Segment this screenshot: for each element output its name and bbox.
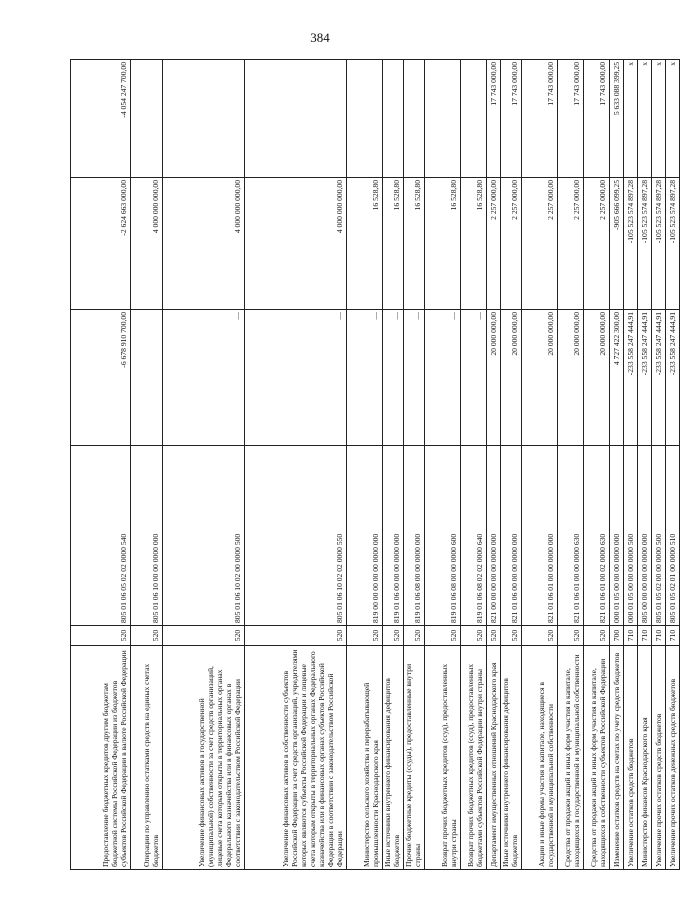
row-executed-cell: 16 528,80 bbox=[460, 178, 486, 310]
row-code-cell: 520 bbox=[521, 626, 557, 646]
row-code-cell: 700 bbox=[609, 626, 623, 646]
row-approved-cell: 20 000 000,00 bbox=[500, 310, 521, 446]
row-executed-cell: 4 000 000 000,00 bbox=[163, 178, 245, 310]
row-name-cell: Операции по управлению остатками средств на единых счетах бюджетов bbox=[131, 646, 163, 870]
row-unexecuted-cell: 17 743 000,00 bbox=[583, 60, 609, 178]
row-kbk-cell: 819 01 06 08 00 00 0000 000 bbox=[403, 446, 424, 626]
row-name-cell: Министерство сельского хозяйства и перерабатывающей промышленности Краснодарского края bbox=[347, 646, 383, 870]
row-kbk-cell: 805 01 06 05 02 02 0000 540 bbox=[71, 446, 131, 626]
row-code-cell: 710 bbox=[651, 626, 665, 646]
row-kbk-cell: 805 01 06 10 02 00 0000 500 bbox=[163, 446, 245, 626]
row-unexecuted-cell: -4 054 247 700,00 bbox=[71, 60, 131, 178]
row-unexecuted-cell: 5 633 088 399,25 bbox=[609, 60, 623, 178]
row-code-cell: 520 bbox=[131, 626, 163, 646]
row-name-cell: Средства от продажи акций и иных форм участия в капитале, находящихся в собственности субъектов Российской Федерации bbox=[583, 646, 609, 870]
row-approved-cell: -233 558 247 444,91 bbox=[637, 310, 651, 446]
row-approved-cell: — bbox=[347, 310, 383, 446]
row-executed-cell: 2 257 000,00 bbox=[583, 178, 609, 310]
budget-sources-table bbox=[70, 59, 680, 870]
row-executed-cell: 2 257 000,00 bbox=[500, 178, 521, 310]
row-approved-cell: — bbox=[424, 310, 460, 446]
rotated-table-container bbox=[70, 60, 677, 870]
row-approved-cell: — bbox=[383, 310, 404, 446]
row-code-cell: 520 bbox=[557, 626, 583, 646]
table-row bbox=[424, 60, 460, 870]
row-approved-cell: 20 000 000,00 bbox=[486, 310, 500, 446]
row-kbk-cell: 821 01 06 01 00 02 0000 630 bbox=[583, 446, 609, 626]
table-row bbox=[665, 60, 679, 870]
row-code-cell: 520 bbox=[403, 626, 424, 646]
table-row bbox=[71, 60, 131, 870]
row-code-cell: 520 bbox=[500, 626, 521, 646]
row-unexecuted-cell bbox=[403, 60, 424, 178]
row-unexecuted-cell: 17 743 000,00 bbox=[486, 60, 500, 178]
row-executed-cell: 16 528,80 bbox=[347, 178, 383, 310]
row-executed-cell: -905 666 099,25 bbox=[609, 178, 623, 310]
row-name-cell: Увеличение остатков средств бюджетов bbox=[623, 646, 637, 870]
row-unexecuted-cell bbox=[460, 60, 486, 178]
table-row bbox=[131, 60, 163, 870]
page-number: 384 bbox=[310, 30, 330, 45]
row-unexecuted-cell: x bbox=[623, 60, 637, 178]
row-code-cell: 520 bbox=[460, 626, 486, 646]
table-row bbox=[163, 60, 245, 870]
row-name-cell: Акции и иные формы участия в капитале, находящиеся в государственной и муниципальной собственности bbox=[521, 646, 557, 870]
table-row bbox=[460, 60, 486, 870]
row-executed-cell: 2 257 000,00 bbox=[521, 178, 557, 310]
row-unexecuted-cell: 17 743 000,00 bbox=[557, 60, 583, 178]
row-name-cell: Министерство финансов Краснодарского края bbox=[637, 646, 651, 870]
table-row bbox=[651, 60, 665, 870]
row-unexecuted-cell: x bbox=[637, 60, 651, 178]
row-approved-cell: 20 000 000,00 bbox=[557, 310, 583, 446]
table-row bbox=[403, 60, 424, 870]
row-name-cell: Прочие бюджетные кредиты (ссуды), предоставленные внутри страны bbox=[403, 646, 424, 870]
row-executed-cell: -2 624 663 000,00 bbox=[71, 178, 131, 310]
row-approved-cell: — bbox=[403, 310, 424, 446]
row-approved-cell: 20 000 000,00 bbox=[521, 310, 557, 446]
table-row bbox=[486, 60, 500, 870]
row-kbk-cell: 000 01 05 00 00 00 0000 500 bbox=[623, 446, 637, 626]
row-approved-cell: — bbox=[163, 310, 245, 446]
row-kbk-cell: 819 01 06 08 00 00 0000 600 bbox=[424, 446, 460, 626]
row-unexecuted-cell bbox=[347, 60, 383, 178]
row-name-cell: Департамент имущественных отношений Краснодарского края bbox=[486, 646, 500, 870]
row-code-cell: 520 bbox=[583, 626, 609, 646]
row-unexecuted-cell bbox=[383, 60, 404, 178]
table-row bbox=[609, 60, 623, 870]
row-executed-cell: 16 528,80 bbox=[424, 178, 460, 310]
row-code-cell: 710 bbox=[665, 626, 679, 646]
row-unexecuted-cell bbox=[163, 60, 245, 178]
row-name-cell: Предоставление бюджетных кредитов другим бюджетам бюджетной системы Российской Федерации из бюджетов субъектов Российской Федерации в валюте Российской Федерации bbox=[71, 646, 131, 870]
row-unexecuted-cell: 17 743 000,00 bbox=[500, 60, 521, 178]
row-kbk-cell: 805 00 00 00 00 00 0000 000 bbox=[637, 446, 651, 626]
table-row bbox=[245, 60, 347, 870]
row-approved-cell: 4 727 422 300,00 bbox=[609, 310, 623, 446]
row-code-cell: 710 bbox=[623, 626, 637, 646]
row-approved-cell: 20 000 000,00 bbox=[583, 310, 609, 446]
row-executed-cell: 16 528,80 bbox=[383, 178, 404, 310]
row-approved-cell: -233 558 247 444,91 bbox=[665, 310, 679, 446]
row-code-cell: 520 bbox=[424, 626, 460, 646]
row-kbk-cell: 819 01 06 08 02 02 0000 640 bbox=[460, 446, 486, 626]
row-name-cell: Возврат прочих бюджетных кредитов (ссуд), предоставленных бюджетами субъектов Российской Федерации внутри страны bbox=[460, 646, 486, 870]
row-unexecuted-cell bbox=[131, 60, 163, 178]
table-row bbox=[637, 60, 651, 870]
row-name-cell: Возврат прочих бюджетных кредитов (ссуд), предоставленных внутри страны bbox=[424, 646, 460, 870]
row-kbk-cell: 821 01 06 01 00 00 0000 000 bbox=[521, 446, 557, 626]
row-kbk-cell: 805 01 05 02 00 00 0000 500 bbox=[651, 446, 665, 626]
row-executed-cell: 4 000 000 000,00 bbox=[245, 178, 347, 310]
table-row bbox=[383, 60, 404, 870]
table-body bbox=[71, 60, 680, 870]
row-unexecuted-cell bbox=[245, 60, 347, 178]
row-kbk-cell: 819 01 06 00 00 00 0000 000 bbox=[383, 446, 404, 626]
table-row bbox=[500, 60, 521, 870]
row-approved-cell: — bbox=[460, 310, 486, 446]
row-code-cell: 520 bbox=[486, 626, 500, 646]
row-unexecuted-cell bbox=[424, 60, 460, 178]
table-row bbox=[623, 60, 637, 870]
row-executed-cell: 2 257 000,00 bbox=[486, 178, 500, 310]
row-kbk-cell: 805 01 06 10 02 02 0000 550 bbox=[245, 446, 347, 626]
row-approved-cell bbox=[131, 310, 163, 446]
row-executed-cell: -105 523 574 897,28 bbox=[665, 178, 679, 310]
row-name-cell: Средства от продажи акций и иных форм участия в капитале, находящихся в государственной и муниципальной собственности bbox=[557, 646, 583, 870]
row-approved-cell: — bbox=[245, 310, 347, 446]
table-row bbox=[347, 60, 383, 870]
row-code-cell: 520 bbox=[163, 626, 245, 646]
row-approved-cell: -233 558 247 444,91 bbox=[623, 310, 637, 446]
table-row bbox=[583, 60, 609, 870]
row-executed-cell: -105 523 574 897,28 bbox=[637, 178, 651, 310]
row-kbk-cell: 805 01 05 02 01 00 0000 510 bbox=[665, 446, 679, 626]
row-executed-cell: -105 523 574 897,28 bbox=[623, 178, 637, 310]
row-name-cell: Увеличение финансовых активов в государственной (муниципальной) собственности за счет средств организаций, лицевые счета которым открыты в территориальных органах Федерального казначейства или в финансовых органах в соответствии с законодательством Российской Федерации bbox=[163, 646, 245, 870]
row-unexecuted-cell: 17 743 000,00 bbox=[521, 60, 557, 178]
row-name-cell: Увеличение прочих остатков средств бюджетов bbox=[651, 646, 665, 870]
row-kbk-cell: 821 01 06 01 00 00 0000 630 bbox=[557, 446, 583, 626]
row-approved-cell: -6 678 910 700,00 bbox=[71, 310, 131, 446]
row-name-cell: Изменение остатков средств на счетах по учету средств бюджетов bbox=[609, 646, 623, 870]
row-kbk-cell: 821 01 06 00 00 00 0000 000 bbox=[500, 446, 521, 626]
row-executed-cell: 16 528,80 bbox=[403, 178, 424, 310]
row-unexecuted-cell: x bbox=[651, 60, 665, 178]
row-executed-cell: 2 257 000,00 bbox=[557, 178, 583, 310]
row-code-cell: 710 bbox=[637, 626, 651, 646]
row-code-cell: 520 bbox=[383, 626, 404, 646]
row-unexecuted-cell: x bbox=[665, 60, 679, 178]
table-row bbox=[557, 60, 583, 870]
row-kbk-cell: 000 01 05 00 00 00 0000 000 bbox=[609, 446, 623, 626]
row-code-cell: 520 bbox=[347, 626, 383, 646]
row-name-cell: Иные источники внутреннего финансирования дефицитов бюджетов bbox=[500, 646, 521, 870]
row-name-cell: Увеличение прочих остатков денежных средств бюджетов bbox=[665, 646, 679, 870]
row-executed-cell: 4 000 000 000,00 bbox=[131, 178, 163, 310]
row-executed-cell: -105 523 574 897,28 bbox=[651, 178, 665, 310]
row-name-cell: Увеличение финансовых активов в собственности субъектов Российской Федерации за счет средств организаций, учредителями которых являются субъекты Российской Федерации и лицевые счета которым открыты в территориальных органах Федерального казначейства или в финансовых органах субъектов Российской Федерации в соответствии с законодательством Российской Федерации bbox=[245, 646, 347, 870]
row-kbk-cell: 819 00 00 00 00 00 0000 000 bbox=[347, 446, 383, 626]
row-approved-cell: -233 558 247 444,91 bbox=[651, 310, 665, 446]
row-code-cell: 520 bbox=[71, 626, 131, 646]
row-name-cell: Иные источники внутреннего финансирования дефицитов бюджетов bbox=[383, 646, 404, 870]
table-row bbox=[521, 60, 557, 870]
row-kbk-cell: 821 00 00 00 00 00 0000 000 bbox=[486, 446, 500, 626]
row-code-cell: 520 bbox=[245, 626, 347, 646]
row-kbk-cell: 805 01 06 10 00 00 0000 000 bbox=[131, 446, 163, 626]
